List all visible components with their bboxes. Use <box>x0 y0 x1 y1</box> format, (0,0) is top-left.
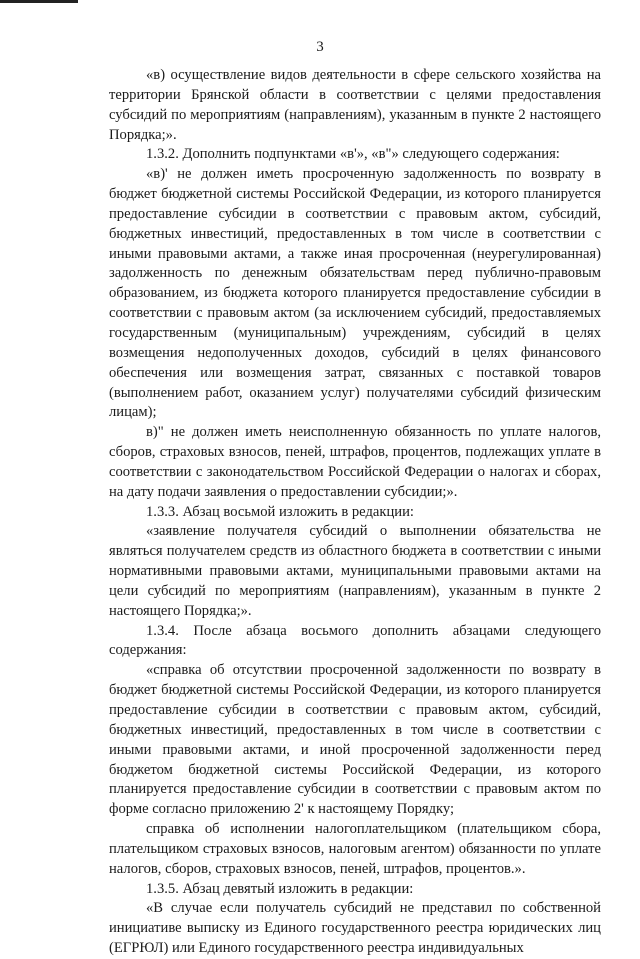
document-body <box>109 66 601 959</box>
paragraph-subitem-v-double-prime: в)" не должен иметь неисполненную обязанность по уплате налогов, сборов, страховых взносов, пеней, штрафов, процентов, подлежащих уплате в соответствии с законодательством Российской Федерации о налогах и сборах, на дату подачи заявления о предоставлении субсидии;». <box>109 424 601 500</box>
page-number: 3 <box>316 39 324 55</box>
paragraph-application-statement: «заявление получателя субсидий о выполнении обязательства не являться получателем средств из областного бюджета в соответствии с иными нормативными правовыми актами, муниципальными правовыми актами на цели субсидий по мероприятиям (направлениям), указанным в пункте 2 настоящего Порядка;». <box>109 523 601 619</box>
top-rule <box>0 0 78 3</box>
paragraph-1-3-2: 1.3.2. Дополнить подпунктами «в'», «в"» следующего содержания: <box>146 146 560 163</box>
paragraph-debt-certificate: «справка об отсутствии просроченной задолженности по возврату в бюджет бюджетной системы Российской Федерации, из которого планируется предоставление субсидии в соответствии с правовым актом, субсидий, бюджетных инвестиций, предоставленных в том числе в соответствии с иными правовыми актами, и иной просроченной задолженности перед бюджетом бюджетной системы Российской Федерации, из которого планируется предоставление субсидии в соответствии с правовым актом по форме согласно приложению 2' к настоящему Порядку; <box>109 662 601 818</box>
paragraph-1-3-5: 1.3.5. Абзац девятый изложить в редакции: <box>146 880 414 897</box>
paragraph-subitem-v-prime: «в)' не должен иметь просроченную задолженность по возврату в бюджет бюджетной системы Российской Федерации, из которого планируется предоставление субсидии в соответствии с правовым актом, субсидий, бюджетных инвестиций, предоставленных в том числе в соответствии с иными правовыми актами, а также иная просроченная (неурегулированная) задолженность по денежным обязательствам перед публично-правовым образованием, из бюджета которого планируется предоставление субсидии в соответствии с правовым актом (за исключением субсидий, предоставляемых государственным (муниципальным) учреждениям, субсидий в целях возмещения недополученных доходов, субсидий в целях финансового обеспечения или возмещения затрат, связанных с поставкой товаров (выполнением работ, оказанием услуг) получателями субсидий физическим лицам); <box>109 166 601 421</box>
paragraph-tax-certificate: справка об исполнении налогоплательщиком (плательщиком сбора, плательщиком страховых взносов, налоговым агентом) обязанности по уплате налогов, сборов, страховых взносов, пеней, штрафов, процентов.». <box>109 821 601 877</box>
paragraph-subitem-v: «в) осуществление видов деятельности в сфере сельского хозяйства на территории Брянской области в соответствии с целями предоставления субсидий по мероприятиям (направлениям), указанным в пункте 2 настоящего Порядка;». <box>109 67 601 143</box>
paragraph-egrul-clause: «В случае если получатель субсидий не представил по собственной инициативе выписку из Единого государственного реестра юридических лиц (ЕГРЮЛ) или Единого государственного реестра индивидуальных <box>109 900 601 957</box>
paragraph-1-3-4: 1.3.4. После абзаца восьмого дополнить абзацами следующего содержания: <box>109 622 601 659</box>
paragraph-1-3-3: 1.3.3. Абзац восьмой изложить в редакции: <box>146 503 414 520</box>
